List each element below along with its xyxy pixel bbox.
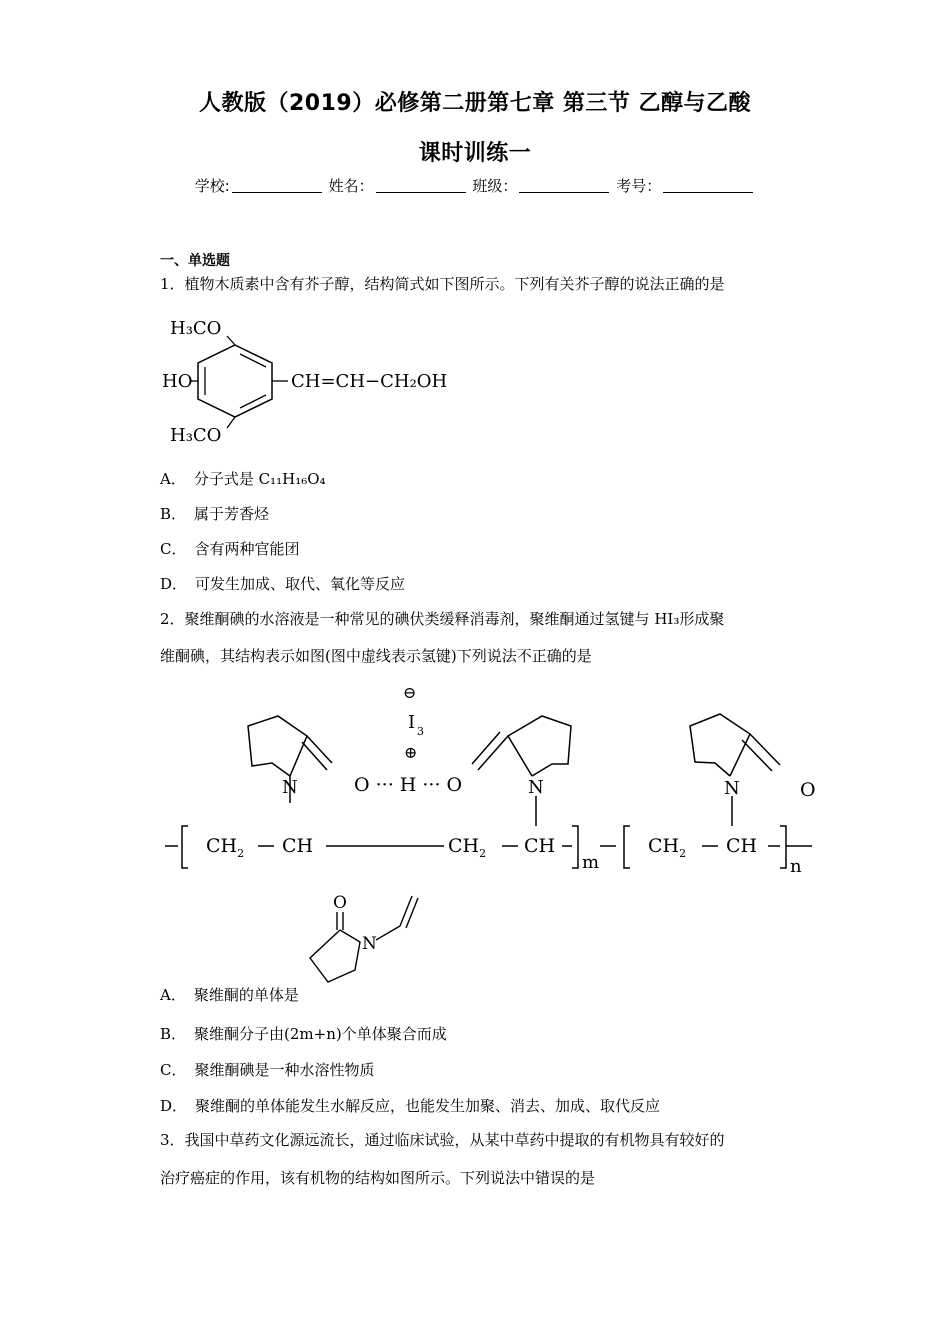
backbone-ch-1: CH xyxy=(282,835,314,857)
q1-option-a-text: 分子式是 C₁₁H₁₆O₄ xyxy=(193,470,326,488)
ring3-nitrogen: N xyxy=(724,778,740,799)
q2-option-a[interactable] xyxy=(160,985,299,1005)
q2-option-b-label: B． xyxy=(160,1025,187,1043)
q2-option-a-text: 聚维酮的单体是 xyxy=(193,986,299,1004)
name-blank[interactable] xyxy=(376,178,466,193)
anion-charge: ⊖ xyxy=(403,683,417,702)
q1-option-c-text: 含有两种官能团 xyxy=(194,540,300,558)
name-label: 姓名： xyxy=(328,177,374,195)
monomer-oxygen: O xyxy=(333,893,347,913)
povidone-iodine-structure xyxy=(160,680,820,880)
triiodide-label: I xyxy=(408,712,416,733)
question-2-stem-line2: 维酮碘，其结构表示如图(图中虚线表示氢键)下列说法不正确的是 xyxy=(160,647,592,665)
ring3-oxygen: O xyxy=(800,779,816,801)
student-info-line xyxy=(0,175,950,196)
q1-option-b[interactable] xyxy=(160,504,269,524)
school-blank[interactable] xyxy=(232,178,322,193)
backbone-ch-3: CH xyxy=(726,835,758,857)
question-3-stem-line2: 治疗癌症的作用，该有机物的结构如图所示。下列说法中错误的是 xyxy=(160,1169,596,1187)
question-2-stem-line1: 2．聚维酮碘的水溶液是一种常见的碘伏类缓释消毒剂，聚维酮通过氢键与 HI₃形成聚 xyxy=(160,610,725,628)
exam-number-label: 考号： xyxy=(616,177,662,195)
vinylpyrrolidone-structure xyxy=(300,884,430,994)
backbone-ch2-1: $CH_2$ xyxy=(206,835,245,860)
repeat-subscript-n: n xyxy=(790,856,802,877)
q1-option-d[interactable] xyxy=(160,574,405,594)
backbone-ch-2: CH xyxy=(524,835,556,857)
q1-option-b-text: 属于芳香烃 xyxy=(194,505,270,523)
section-title: 一、单选题 xyxy=(160,253,230,269)
q1-option-a-label: A． xyxy=(160,470,186,488)
class-label: 班级： xyxy=(472,177,518,195)
q2-option-b[interactable] xyxy=(160,1024,447,1044)
repeat-subscript-m: m xyxy=(582,852,600,873)
q1-option-c-label: C． xyxy=(160,540,187,558)
cation-charge: ⊕ xyxy=(404,743,418,762)
q2-option-b-text: 聚维酮分子由(2m+n)个单体聚合而成 xyxy=(194,1025,447,1043)
hydrogen-bond-label: O ··· H ··· O xyxy=(354,774,463,796)
school-label: 学校: xyxy=(194,177,230,195)
q1-option-d-text: 可发生加成、取代、氧化等反应 xyxy=(195,575,406,593)
hydroxy-label: HO xyxy=(162,371,193,392)
ring2-nitrogen: N xyxy=(528,777,544,798)
sinapyl-alcohol-structure xyxy=(160,310,480,450)
backbone-ch2-3: $CH_2$ xyxy=(648,835,687,860)
page-title: 人教版（2019）必修第二册第七章 第三节 乙醇与乙酸 xyxy=(198,91,752,116)
question-3-stem-line1: 3．我国中草药文化源远流长，通过临床试验，从某中草药中提取的有机物具有较好的 xyxy=(160,1131,725,1149)
q1-option-d-label: D． xyxy=(160,575,188,593)
page-subtitle: 课时训练一 xyxy=(418,141,532,166)
q2-option-c-text: 聚维酮碘是一种水溶性物质 xyxy=(194,1061,375,1079)
q2-option-d-text: 聚维酮的单体能发生水解反应，也能发生加聚、消去、加成、取代反应 xyxy=(195,1097,661,1115)
q1-option-b-label: B． xyxy=(160,505,187,523)
class-blank[interactable] xyxy=(519,178,609,193)
top-methoxy-label: H₃CO xyxy=(170,318,222,339)
q2-option-c[interactable] xyxy=(160,1060,375,1080)
bottom-methoxy-label: H₃CO xyxy=(170,425,222,446)
side-chain-label: CH=CH−CH₂OH xyxy=(291,371,448,392)
q1-option-a[interactable] xyxy=(160,469,326,489)
q1-option-c[interactable] xyxy=(160,539,300,559)
q2-option-c-label: C． xyxy=(160,1061,187,1079)
q2-option-a-label: A． xyxy=(160,986,186,1004)
q2-option-d[interactable] xyxy=(160,1096,660,1116)
monomer-nitrogen: N xyxy=(362,934,377,954)
ring1-nitrogen: N xyxy=(282,777,298,798)
question-1-stem: 1．植物木质素中含有芥子醇，结构简式如下图所示。下列有关芥子醇的说法正确的是 xyxy=(160,275,725,293)
q2-option-d-label: D． xyxy=(160,1097,188,1115)
backbone-ch2-2: $CH_2$ xyxy=(448,835,487,860)
exam-number-blank[interactable] xyxy=(663,178,753,193)
triiodide-subscript: 3 xyxy=(417,725,424,738)
